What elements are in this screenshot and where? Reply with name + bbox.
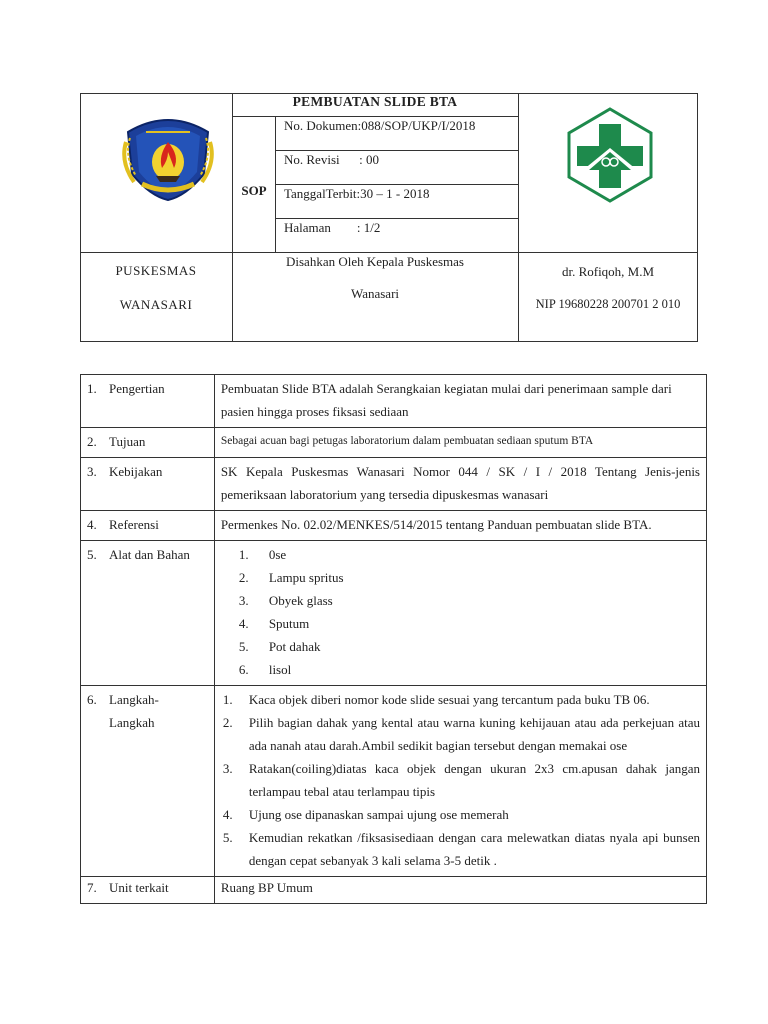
list-item: 1. 0se	[238, 547, 287, 562]
approval-location: Wanasari	[350, 286, 400, 301]
section-title: Unit terkait	[109, 880, 169, 895]
document-number: No. Dokumen:088/SOP/UKP/I/2018	[284, 118, 476, 133]
section-label	[81, 877, 215, 904]
procedure-steps	[221, 688, 700, 872]
section-title: Tujuan	[109, 434, 146, 449]
header-divider	[232, 116, 518, 117]
document-title: PEMBUATAN SLIDE BTA	[292, 94, 458, 109]
section-number: 3.	[87, 464, 97, 479]
regional-emblem-logo	[116, 112, 220, 204]
table-row	[81, 375, 707, 428]
section-title: Langkah-	[109, 692, 159, 707]
section-title: Referensi	[109, 517, 159, 532]
list-item: 4. Ujung ose dipanaskan sampai ujung ose memerah	[222, 807, 509, 822]
section-number: 5.	[87, 547, 97, 562]
section-label	[81, 686, 215, 877]
organization-name: PUSKESMAS	[115, 263, 197, 278]
section-content: SK Kepala Puskesmas Wanasari Nomor 044 / SK / I / 2018 Tentang Jenis-jenis pemeriksaan laboratorium yang tersedia dipuskesmas wanasari	[214, 458, 706, 511]
table-row	[81, 686, 707, 877]
list-item: 4. Sputum	[238, 616, 310, 631]
page-number: Halaman : 1/2	[284, 220, 381, 235]
section-number: 6.	[87, 692, 97, 707]
section-title: Alat dan Bahan	[109, 547, 190, 562]
table-row	[81, 511, 707, 541]
section-number: 7.	[87, 880, 97, 895]
section-title-cont: Langkah	[109, 715, 155, 730]
table-row	[81, 877, 707, 904]
sop-label: SOP	[241, 183, 267, 198]
materials-list	[235, 543, 700, 681]
list-item: 5. Kemudian rekatkan /fiksasisediaan dengan cara melewatkan diatas nyala api bunsen dengan cepat sebanyak 3 kali selama 3-5 detik .	[222, 830, 700, 868]
section-number: 2.	[87, 434, 97, 449]
header-divider	[275, 184, 518, 185]
section-content: Pembuatan Slide BTA adalah Serangkaian kegiatan mulai dari penerimaan sample dari pasien hingga proses fiksasi sediaan	[214, 375, 706, 428]
approval-statement: Disahkan Oleh Kepala Puskesmas	[286, 254, 464, 269]
table-row	[81, 428, 707, 458]
list-item: 2. Pilih bagian dahak yang kental atau warna kuning kehijauan atau ada perkejuan atau ada nanah atau darah.Ambil sedikit bagian tersebut dengan memakai ose	[222, 715, 700, 753]
list-item: 3. Ratakan(coiling)diatas kaca objek dengan ukuran 2x3 cm.apusan dahak jangan terlampau tebal atau terlampau tipis	[222, 761, 700, 799]
signer-nip: NIP 19680228 200701 2 010	[535, 297, 681, 311]
section-number: 1.	[87, 381, 97, 396]
table-row	[81, 458, 707, 511]
puskesmas-logo	[565, 106, 655, 204]
header-divider	[275, 150, 518, 151]
revision-number: No. Revisi : 00	[284, 152, 379, 167]
section-label	[81, 541, 215, 686]
section-label	[81, 428, 215, 458]
section-content: Permenkes No. 02.02/MENKES/514/2015 tentang Panduan pembuatan slide BTA.	[214, 511, 706, 541]
table-row	[81, 541, 707, 686]
section-content	[214, 686, 706, 877]
header-divider	[232, 93, 233, 342]
section-label	[81, 458, 215, 511]
organization-location: WANASARI	[119, 297, 193, 312]
issue-date: TanggalTerbit:30 – 1 - 2018	[284, 186, 430, 201]
sop-content-table	[80, 374, 707, 904]
section-title: Kebijakan	[109, 464, 163, 479]
section-number: 4.	[87, 517, 97, 532]
list-item: 3. Obyek glass	[238, 593, 333, 608]
header-divider	[80, 252, 698, 253]
section-content: Sebagai acuan bagi petugas laboratorium dalam pembuatan sediaan sputum BTA	[214, 428, 706, 458]
header-divider	[275, 218, 518, 219]
section-content	[214, 541, 706, 686]
signer-name: dr. Rofiqoh, M.M	[561, 264, 655, 279]
list-item: 6. lisol	[238, 662, 292, 677]
section-label	[81, 511, 215, 541]
list-item: 5. Pot dahak	[238, 639, 321, 654]
section-title: Pengertian	[109, 381, 165, 396]
list-item: 2. Lampu spritus	[238, 570, 344, 585]
section-label	[81, 375, 215, 428]
section-content: Ruang BP Umum	[214, 877, 706, 904]
list-item: 1. Kaca objek diberi nomor kode slide sesuai yang tercantum pada buku TB 06.	[222, 692, 650, 707]
